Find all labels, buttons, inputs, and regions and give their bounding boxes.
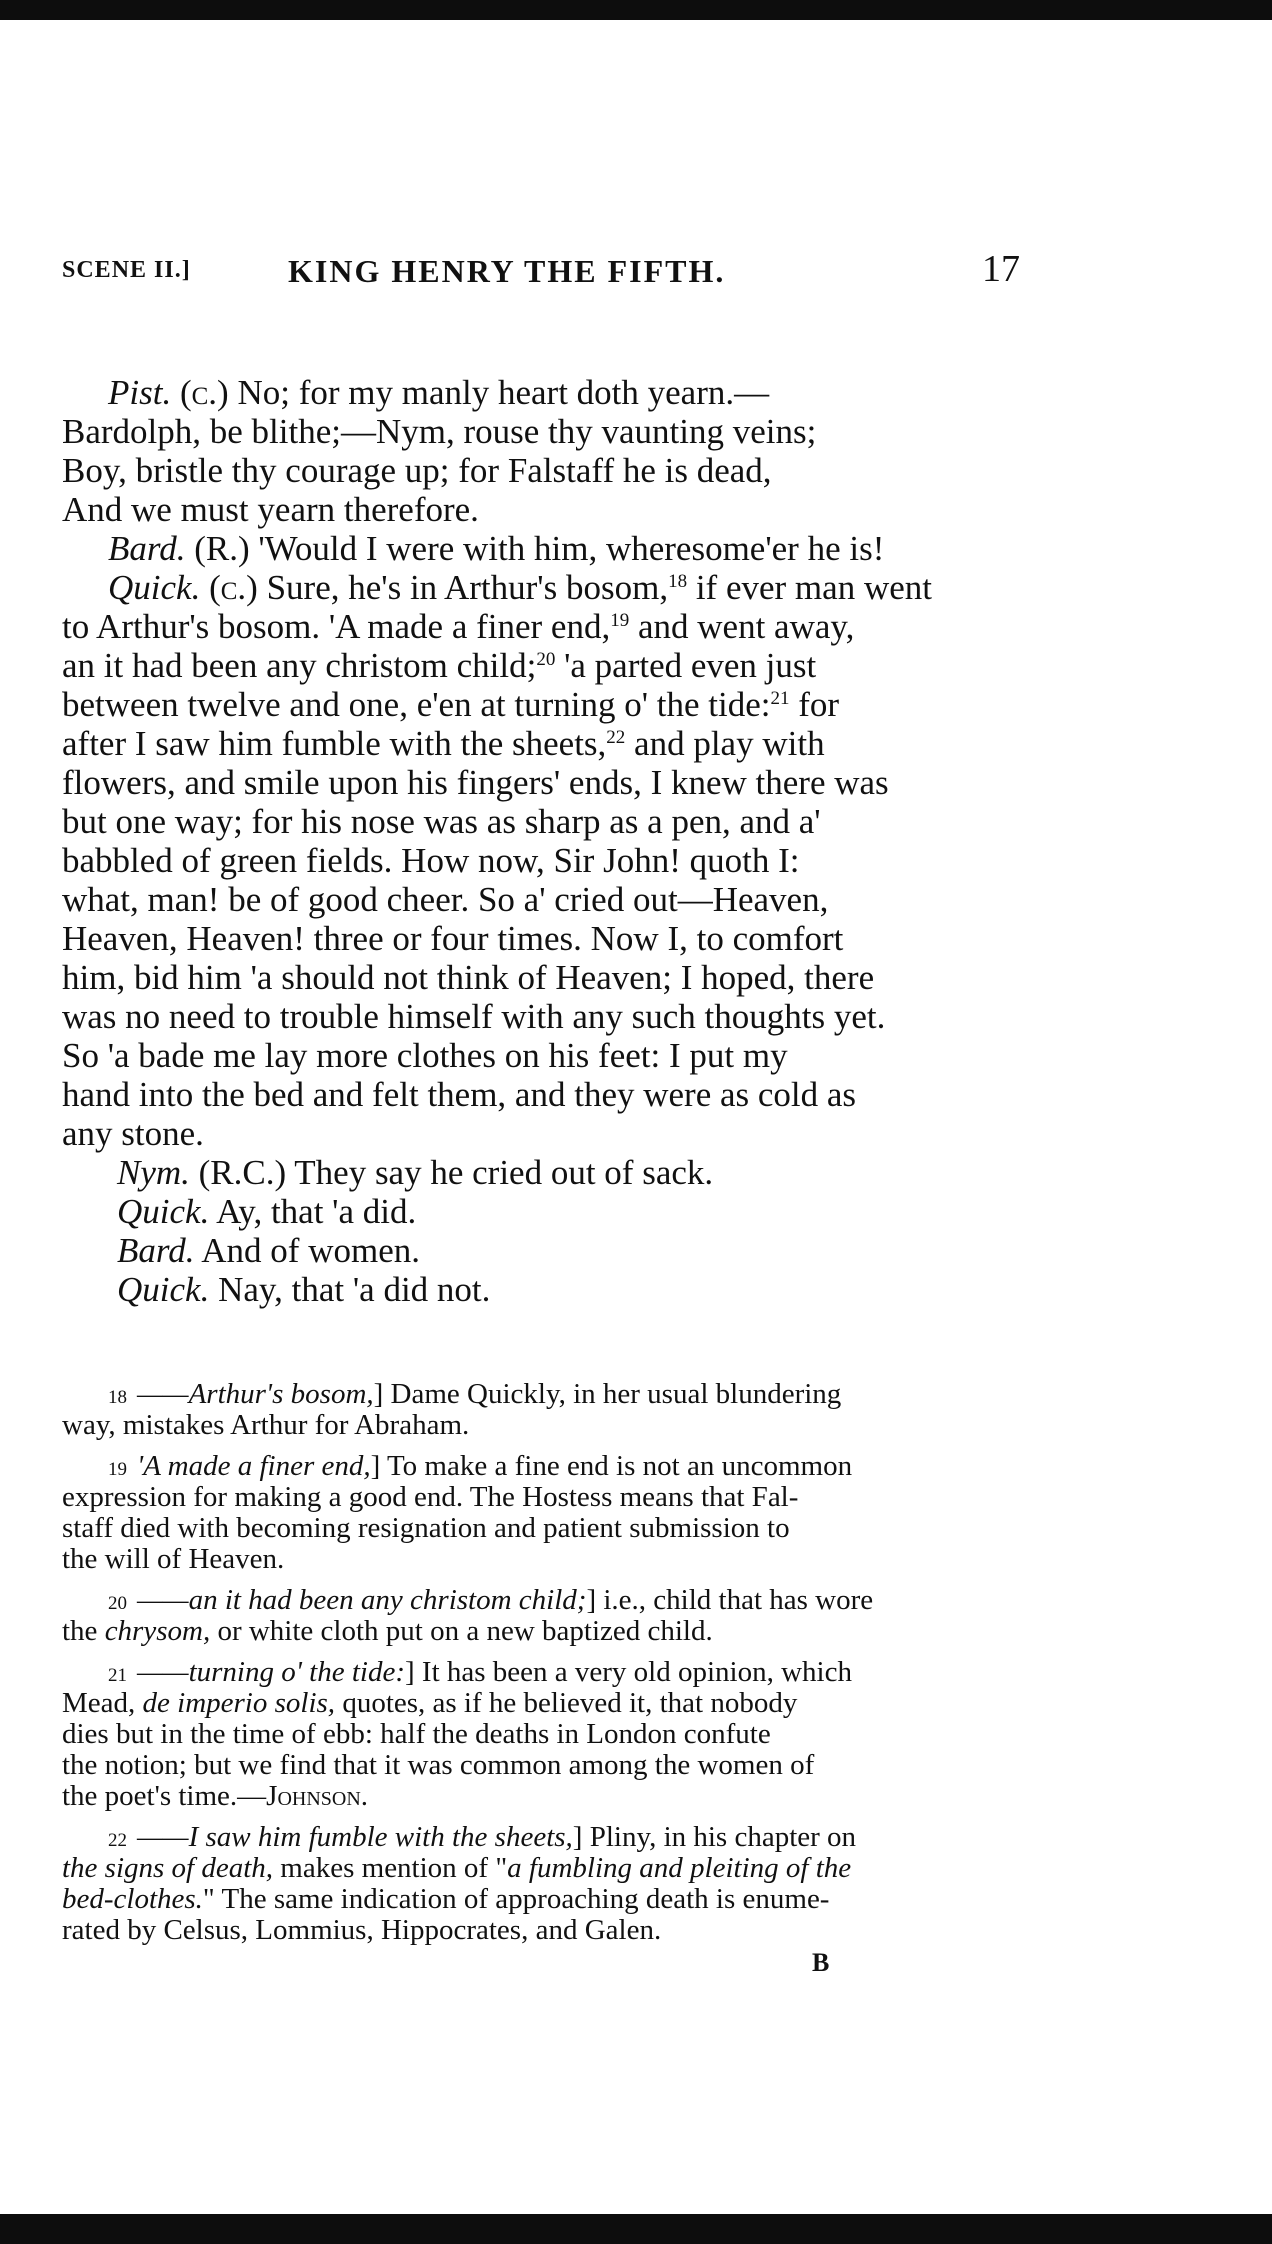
footnote-line — [62, 1915, 1050, 1946]
verse-line — [62, 880, 1050, 919]
verse-line — [62, 607, 1050, 646]
footnote-text: way, mistakes Arthur for Abraham. — [62, 1409, 470, 1441]
footnote-text: " The same indication of approaching death is enume- — [202, 1883, 830, 1915]
stage-position: (R.) — [194, 529, 250, 568]
line-text: was no need to trouble himself with any such thoughts yet. — [62, 997, 886, 1036]
footnote-21 — [62, 1657, 1050, 1812]
stage-position: (c.) — [179, 373, 229, 412]
footnote-text: chrysom, — [104, 1615, 211, 1647]
footnote-text: makes mention of " — [273, 1852, 508, 1884]
verse-line — [62, 763, 1050, 802]
line-text: babbled of green fields. How now, Sir John! quoth I: — [62, 841, 800, 880]
stage-position: (c.) — [209, 568, 258, 607]
footnote-text: the will of Heaven. — [62, 1543, 285, 1575]
line-text: what, man! be of good cheer. So a' cried out—Heaven, — [62, 880, 829, 919]
footnote-19 — [62, 1451, 1050, 1575]
footnote-text: Johnson. — [266, 1780, 369, 1812]
speaker-name: Pist. — [108, 373, 172, 412]
footnotes — [62, 1379, 1050, 1946]
line-text: Bardolph, be blithe;—Nym, rouse thy vaunting veins; — [62, 412, 817, 451]
footnote-lemma: ——I saw him fumble with the sheets, — [137, 1821, 573, 1853]
line-text: 'Would I were with him, wheresome'er he is! — [249, 529, 885, 568]
line-text: hand into the bed and felt them, and they were as cold as — [62, 1075, 857, 1114]
speaker-name: Bard. — [108, 529, 186, 568]
line-text: And of women. — [201, 1231, 420, 1270]
verse-line — [62, 919, 1050, 958]
footnote-text: the poet's time.— — [62, 1780, 267, 1812]
footnote-18 — [62, 1379, 1050, 1441]
speech-line — [62, 373, 1050, 412]
footnote-line — [62, 1853, 1050, 1884]
line-text: flowers, and smile upon his fingers' ends, I knew there was — [62, 763, 889, 802]
footnote-number: 21 — [108, 1665, 127, 1686]
footnote-22 — [62, 1822, 1050, 1946]
play-title: KING HENRY THE FIFTH. — [288, 253, 726, 289]
verse-line — [62, 1036, 1050, 1075]
verse-line — [62, 1114, 1050, 1153]
footnote-text: quotes, as if he believed it, that nobody — [335, 1687, 798, 1719]
footnote-number: 20 — [108, 1593, 127, 1614]
footnote-line — [62, 1585, 1050, 1616]
line-text: an it had been any christom child; — [62, 646, 537, 685]
line-text: but one way; for his nose was as sharp as a pen, and a' — [62, 802, 821, 841]
speech-line — [62, 568, 1050, 607]
speaker-name: Quick. — [117, 1192, 210, 1231]
footnote-lemma: ——Arthur's bosom, — [137, 1378, 374, 1410]
footnote-reference: 22 — [606, 727, 626, 748]
line-text: No; for my manly heart doth yearn.— — [228, 373, 770, 412]
verse-line — [62, 997, 1050, 1036]
footnote-reference: 19 — [610, 610, 630, 631]
verse-line — [62, 412, 1050, 451]
verse-line — [62, 1075, 1050, 1114]
footnote-line — [62, 1688, 1050, 1719]
footnote-reference: 20 — [536, 649, 556, 670]
scene-marker: SCENE II.] — [62, 257, 191, 283]
line-text-continued: 'a parted even just — [555, 646, 817, 685]
footnote-number: 19 — [108, 1459, 127, 1480]
scan-edge-top — [0, 0, 1272, 20]
footnote-text: ] i.e., child that has wore — [586, 1584, 874, 1616]
line-text: to Arthur's bosom. 'A made a finer end, — [62, 607, 611, 646]
footnote-text: or white cloth put on a new baptized child. — [210, 1615, 713, 1647]
footnote-text: ] Pliny, in his chapter on — [572, 1821, 857, 1853]
footnote-text: ] To make a fine end is not an uncommon — [370, 1450, 853, 1482]
footnote-line — [62, 1822, 1050, 1853]
printer-signature-mark: B — [812, 1948, 830, 1977]
verse-line — [62, 724, 1050, 763]
footnote-line — [62, 1544, 1050, 1575]
footnote-lemma: 'A made a finer end, — [137, 1450, 371, 1482]
footnote-text: the notion; but we find that it was common among the women of — [62, 1749, 815, 1781]
footnote-reference: 18 — [668, 571, 688, 592]
footnote-text: a fumbling and pleiting of the — [507, 1852, 852, 1884]
footnote-20 — [62, 1585, 1050, 1647]
line-text-continued: if ever man went — [687, 568, 932, 607]
footnote-text: the — [62, 1615, 105, 1647]
footnote-line — [62, 1513, 1050, 1544]
line-text: And we must yearn therefore. — [62, 490, 479, 529]
line-text: after I saw him fumble with the sheets, — [62, 724, 607, 763]
speaker-name: Quick. — [108, 568, 201, 607]
speech-line — [62, 1153, 1050, 1192]
footnote-text: ] It has been a very old opinion, which — [405, 1656, 852, 1688]
line-text: Nay, that 'a did not. — [218, 1270, 491, 1309]
footnote-lemma: ——turning o' the tide: — [137, 1656, 405, 1688]
footnote-text: expression for making a good end. The Hostess means that Fal- — [62, 1481, 799, 1513]
verse-line — [62, 841, 1050, 880]
footnote-line — [62, 1482, 1050, 1513]
play-text — [62, 373, 1050, 1309]
line-text: any stone. — [62, 1114, 204, 1153]
footnote-text: the signs of death, — [62, 1852, 274, 1884]
speech-line — [62, 529, 1050, 568]
footnote-text: dies but in the time of ebb: half the deaths in London confute — [62, 1718, 771, 1750]
line-text: Heaven, Heaven! three or four times. Now I, to comfort — [62, 919, 844, 958]
speaker-name: Quick. — [117, 1270, 210, 1309]
footnote-number: 18 — [108, 1387, 127, 1408]
book-page — [62, 245, 1050, 1956]
footnote-text: Mead, — [62, 1687, 143, 1719]
footnote-lemma: ——an it had been any christom child; — [137, 1584, 587, 1616]
verse-line — [62, 490, 1050, 529]
footnote-line — [62, 1379, 1050, 1410]
line-text: They say he cried out of sack. — [286, 1153, 714, 1192]
footnote-line — [62, 1616, 1050, 1647]
stage-position: (R.C.) — [198, 1153, 287, 1192]
line-text: So 'a bade me lay more clothes on his feet: I put my — [62, 1036, 788, 1075]
line-text-continued: and went away, — [629, 607, 855, 646]
verse-line — [62, 451, 1050, 490]
verse-line — [62, 958, 1050, 997]
footnote-text: de imperio solis, — [142, 1687, 336, 1719]
footnote-text: staff died with becoming resignation and patient submission to — [62, 1512, 790, 1544]
scan-edge-bottom — [0, 2214, 1272, 2244]
footnote-line — [62, 1884, 1050, 1915]
verse-line — [62, 646, 1050, 685]
footnote-line — [62, 1451, 1050, 1482]
line-text: him, bid him 'a should not think of Heaven; I hoped, there — [62, 958, 875, 997]
line-text-continued: and play with — [625, 724, 825, 763]
speech-line — [62, 1270, 1050, 1309]
footnote-reference: 21 — [770, 688, 790, 709]
page-number: 17 — [982, 248, 1020, 290]
line-text: Ay, that 'a did. — [216, 1192, 417, 1231]
running-head — [62, 245, 1050, 295]
verse-line — [62, 802, 1050, 841]
footnote-number: 22 — [108, 1830, 127, 1851]
footnote-text: rated by Celsus, Lommius, Hippocrates, and Galen. — [62, 1914, 662, 1946]
line-text: between twelve and one, e'en at turning o' the tide: — [62, 685, 771, 724]
footnote-line — [62, 1719, 1050, 1750]
footnote-line — [62, 1750, 1050, 1781]
speaker-name: Nym. — [117, 1153, 190, 1192]
speech-line — [62, 1231, 1050, 1270]
line-text: Sure, he's in Arthur's bosom, — [257, 568, 669, 607]
footnote-text: bed-clothes. — [62, 1883, 203, 1915]
footnote-line — [62, 1781, 1050, 1812]
footnote-line — [62, 1657, 1050, 1688]
footnote-line — [62, 1410, 1050, 1441]
verse-line — [62, 685, 1050, 724]
line-text-continued: for — [789, 685, 840, 724]
speaker-name: Bard. — [117, 1231, 195, 1270]
line-text: Boy, bristle thy courage up; for Falstaff he is dead, — [62, 451, 772, 490]
footnote-text: ] Dame Quickly, in her usual blundering — [373, 1378, 842, 1410]
speech-line — [62, 1192, 1050, 1231]
